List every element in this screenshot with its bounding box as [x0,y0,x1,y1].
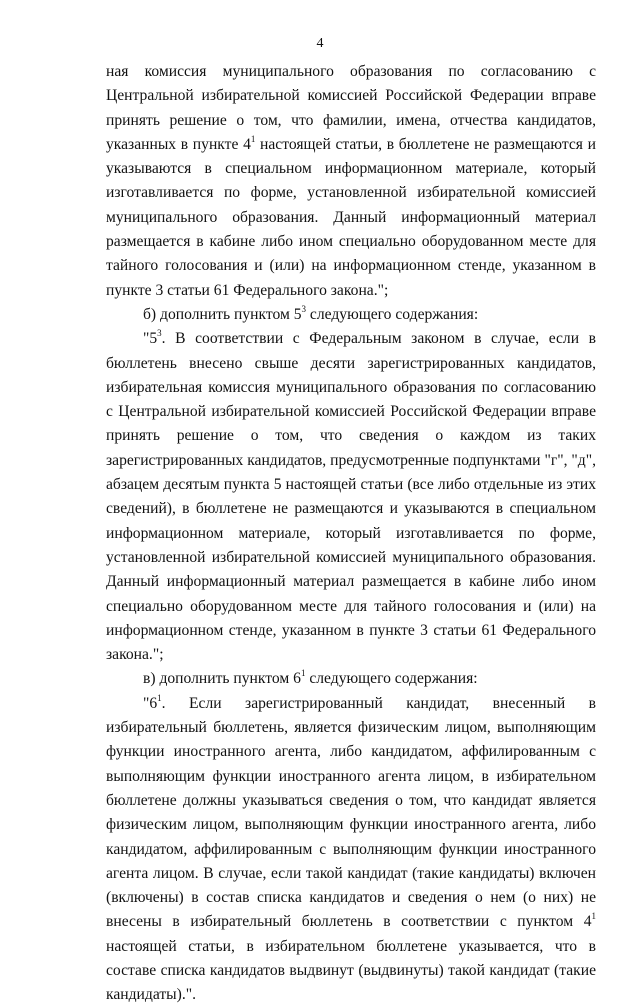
superscript: 1 [300,668,306,679]
paragraph [106,327,596,667]
text-run: б) дополнить пунктом 5 [143,305,302,323]
superscript: 3 [301,303,307,314]
text-run: "5 [143,330,158,348]
paragraph [106,303,596,327]
superscript: 1 [591,911,596,922]
text-run: ная комиссия муниципального образования по согласованию с Центральной избирательной комиссией Российской Федерации вправе принять решение о том, что фамилии, имена, отчества кандидатов, указанных в пункте 4 [106,63,596,153]
superscript: 1 [250,133,256,144]
paragraph [106,667,596,691]
paragraph [106,60,596,303]
text-run: "6 [143,694,158,712]
text-run: настоящей статьи, в бюллетене не размещаются и указываются в специальном информационном материале, который изготавливается по форме, установленной избирательной комиссией муниципального образования. Данный информационный материал размещается в кабине либо ином специально оборудованном месте для тайного голосования и (или) на информационном стенде, указанном в пункте 3 статьи 61 Федерального закона."; [106,135,596,299]
text-run: настоящей статьи, в избирательном бюллетене указывается, что в составе списка кандидатов выдвинут (выдвинуты) такой кандидат (такие кандидаты).". [106,937,596,1004]
text-run: . Если зарегистрированный кандидат, внесенный в избирательный бюллетень, является физическим лицом, выполняющим функции иностранного агента, либо кандидатом, аффилированным с выполняющим функции иностранного агента лицом, в избирательном бюллетене должны указываться сведения о том, что кандидат является физическим лицом, выполняющим функции иностранного агента, либо кандидатом, аффилированным с выполняющим функции иностранного агента лицом. В случае, если такой кандидат (такие кандидаты) включен (включены) в состав списка кандидатов и сведения о нем (о них) не внесены в избирательный бюллетень в соответствии с пунктом 4 [106,694,596,931]
document-body [106,60,596,1008]
text-run: . В соответствии с Федеральным законом в случае, если в бюллетень внесено свыше десяти зарегистрированных кандидатов, избирательная комиссия муниципального образования по согласованию с Центральной избирательной комиссией Российской Федерации вправе принять решение о том, что сведения о каждом из таких зарегистрированных кандидатов, предусмотренные подпунктами "г", "д", абзацем десятым пункта 5 настоящей статьи (все либо отдельные из этих сведений), в бюллетене не размещаются и указываются в специальном информационном материале, который изготавливается по форме, установленной избирательной комиссией муниципального образования. Данный информационный материал размещается в кабине либо ином специально оборудованном месте для тайного голосования и (или) на информационном стенде, указанном в пункте 3 статьи 61 Федерального закона."; [106,330,596,664]
paragraph [106,692,596,1008]
text-run: следующего содержания: [305,670,478,688]
page-number: 4 [316,36,324,51]
text-run: в) дополнить пунктом 6 [143,670,301,688]
text-run: следующего содержания: [306,305,479,323]
superscript: 3 [157,328,162,339]
superscript: 1 [157,692,162,703]
